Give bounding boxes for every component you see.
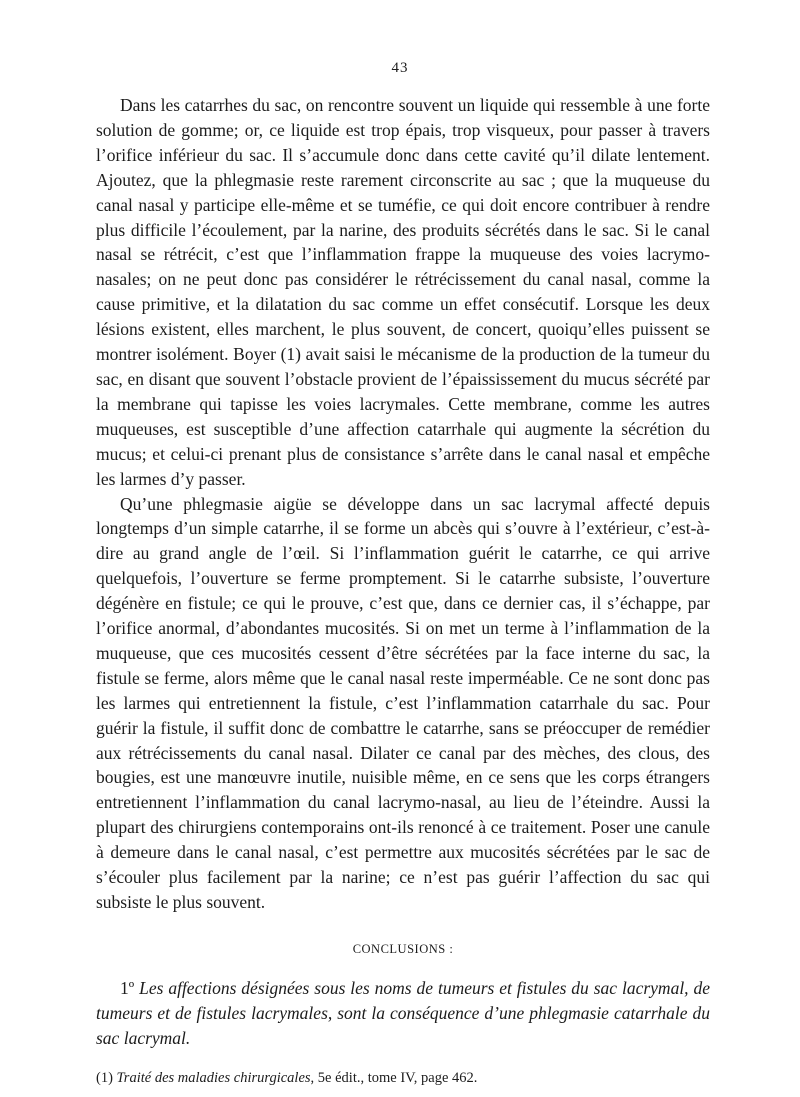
conclusion-text: Les affections désignées sous les noms de tumeurs et fistules du sac lacrymal, de tumeurs et de fistules lacrymales, sont la conséquence d’une phlegmasie catarrhale du sac lacrymal. xyxy=(96,977,710,1048)
conclusion-1 xyxy=(96,976,710,1051)
footnote-reference: , 5e édit., tome IV, page 462. xyxy=(310,1069,478,1086)
conclusion-number: 1º xyxy=(120,977,135,998)
body-text xyxy=(96,93,710,1087)
page-number: 43 xyxy=(391,60,409,76)
paragraph-1: Dans les catarrhes du sac, on rencontre souvent un liquide qui ressemble à une forte solution de gomme; or, ce liquide est trop épais, trop visqueux, pour passer à travers l’orifice inférieur du sac. Il s’accumule donc dans cette cavité qu’il dilate lentement. Ajoutez, que la phlegmasie reste rarement circonscrite au sac ; que la muqueuse du canal nasal y participe elle-même et se tuméfie, ce qui doit encore contribuer à rendre plus difficile l’écoulement, par la narine, des produits sécrétés dans le sac. Si le canal nasal se rétrécit, c’est que l’inflammation frappe la muqueuse des voies lacrymo-nasales; on ne peut donc pas considérer le rétrécissement du canal nasal, comme la cause primitive, et la dilatation du sac comme un effet consécutif. Lorsque les deux lésions existent, elles marchent, le plus souvent, de concert, quoiqu’elles puissent se montrer isolément. Boyer (1) avait saisi le mécanisme de la production de la tumeur du sac, en disant que souvent l’obstacle provient de l’épaississement du mucus sécrété par la membrane qui tapisse les voies lacrymales. Cette membrane, comme les autres muqueuses, est susceptible d’une affection catarrhale qui augmente la sécrétion du mucus; et celui-ci prenant plus de consistance s’arrête dans le canal nasal et empêche les larmes d’y passer. xyxy=(96,95,710,489)
footnote xyxy=(96,1069,710,1087)
conclusions-heading: CONCLUSIONS : xyxy=(352,941,454,956)
paragraph-2: Qu’une phlegmasie aigüe se développe dans un sac lacrymal affecté depuis longtemps d’un simple catarrhe, il se forme un abcès qui s’ouvre à l’extérieur, c’est-à-dire au grand angle de l’œil. Si l’inflammation guérit le catarrhe, ce qui arrive quelquefois, l’ouverture se ferme promptement. Si le catarrhe subsiste, l’ouverture dégénère en fistule; ce qui le prouve, c’est que, dans ce dernier cas, il s’échappe, par l’orifice anormal, d’abondantes mucosités. Si on met un terme à l’inflammation de la muqueuse, que ces mucosités cessent d’être sécrétées par la face interne du sac, la fistule se ferme, alors même que le canal nasal reste imperméable. Ce ne sont donc pas les larmes qui entretiennent la fistule, c’est l’inflammation catarrhale du sac. Pour guérir la fistule, il suffit donc de combattre le catarrhe, sans se préoccuper de remédier aux rétrécissements du canal nasal. Dilater ce canal par des mèches, des clous, des bougies, est une manœuvre inutile, nuisible même, en ce sens que les corps étrangers entretiennent l’inflammation du canal lacrymo-nasal, au lieu de l’éteindre. Aussi la plupart des chirurgiens contemporains ont-ils renoncé à ce traitement. Poser une canule à demeure dans le canal nasal, c’est permettre aux mucosités sécrétées par le sac de s’écouler plus facilement par la narine; ce n’est pas guérir l’affection du sac qui subsiste le plus souvent. xyxy=(96,493,710,912)
footnote-title: Traité des maladies chirurgicales xyxy=(116,1069,311,1086)
footnote-marker: (1) xyxy=(96,1069,113,1086)
